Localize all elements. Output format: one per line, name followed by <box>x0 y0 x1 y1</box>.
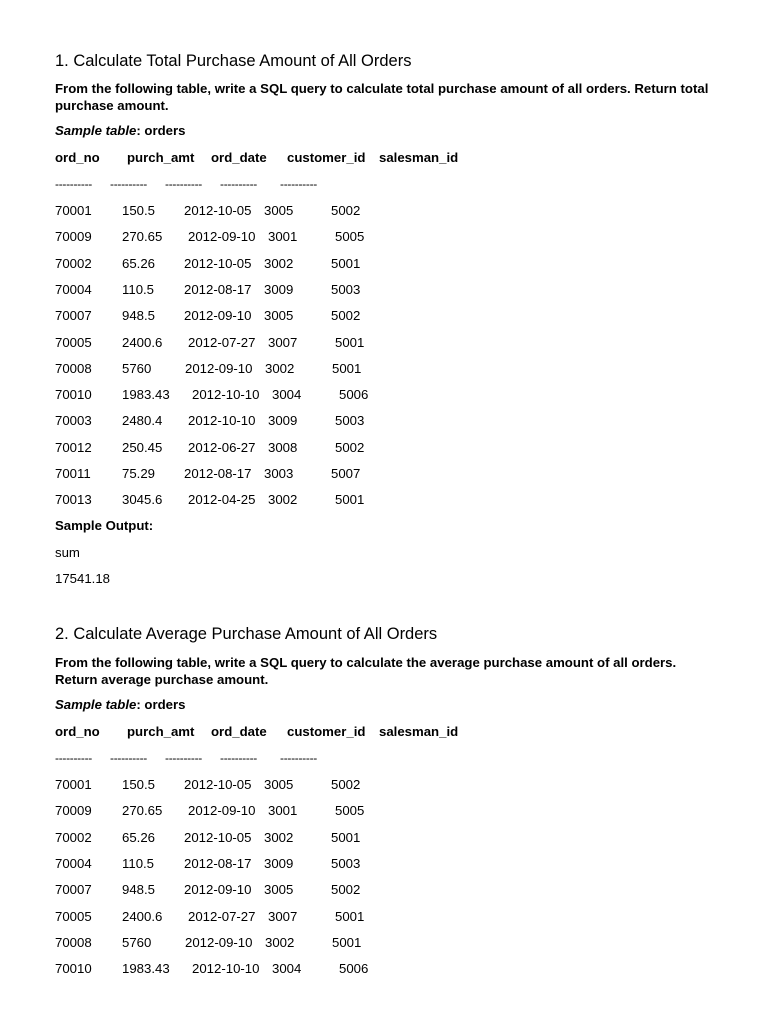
table-cell: 70009 <box>55 229 92 244</box>
table-header-row <box>0 151 768 167</box>
table-cell: 70008 <box>55 935 92 950</box>
table-cell: 3001 <box>268 229 298 244</box>
table-cell: 3004 <box>272 961 302 976</box>
table-cell: 70010 <box>55 961 92 976</box>
table-separator-row <box>0 178 768 194</box>
table-cell: 5002 <box>331 203 361 218</box>
separator-dashes: ---------- <box>55 751 92 765</box>
table-cell: 70004 <box>55 282 92 297</box>
table-cell: 3003 <box>264 466 294 481</box>
table-cell: 948.5 <box>122 308 156 323</box>
separator-dashes: ---------- <box>165 177 202 191</box>
table-cell: 70011 <box>55 466 91 481</box>
table-cell: 70001 <box>55 777 92 792</box>
column-header: ord_date <box>211 150 267 165</box>
separator-dashes: ---------- <box>165 751 202 765</box>
table-row <box>0 857 768 873</box>
table-cell: 250.45 <box>122 440 163 455</box>
table-row <box>0 493 768 509</box>
table-cell: 110.5 <box>122 282 155 297</box>
table-cell: 2012-09-10 <box>188 229 256 244</box>
table-row <box>0 962 768 978</box>
separator-dashes: ---------- <box>280 751 317 765</box>
table-cell: 2012-10-05 <box>184 256 252 271</box>
section-1-description: From the following table, write a SQL query to calculate total purchase amount of all orders. Return total purchase amount. <box>55 81 709 113</box>
column-header: salesman_id <box>379 724 459 739</box>
table-cell: 75.29 <box>122 466 156 481</box>
table-cell: 2012-09-10 <box>188 803 256 818</box>
column-header: purch_amt <box>127 724 195 739</box>
table-cell: 65.26 <box>122 830 156 845</box>
table-cell: 5002 <box>335 440 365 455</box>
table-cell: 5006 <box>339 387 369 402</box>
table-cell: 3007 <box>268 335 298 350</box>
table-row <box>0 804 768 820</box>
table-row <box>0 778 768 794</box>
table-cell: 948.5 <box>122 882 156 897</box>
table-cell: 3007 <box>268 909 298 924</box>
column-header: customer_id <box>287 150 366 165</box>
table-row <box>0 910 768 926</box>
table-cell: 2012-10-10 <box>192 961 260 976</box>
table-cell: 5760 <box>122 935 152 950</box>
table-cell: 2012-10-10 <box>192 387 260 402</box>
table-cell: 5005 <box>335 229 365 244</box>
table-cell: 3002 <box>265 935 295 950</box>
section-2-sample-table-line <box>55 698 185 711</box>
table-cell: 3002 <box>265 361 295 376</box>
table-row <box>0 883 768 899</box>
section-1-sample-table-line <box>55 124 185 137</box>
table-cell: 150.5 <box>122 777 156 792</box>
table-cell: 3009 <box>264 282 294 297</box>
table-cell: 5003 <box>335 413 365 428</box>
table-cell: 70002 <box>55 256 92 271</box>
table-header-row <box>0 725 768 741</box>
table-cell: 5002 <box>331 308 361 323</box>
table-cell: 2012-09-10 <box>184 882 252 897</box>
table-cell: 5007 <box>331 466 361 481</box>
table-cell: 2012-04-25 <box>188 492 256 507</box>
sample-output-label: Sample Output: <box>55 518 154 533</box>
table-row <box>0 441 768 457</box>
table-row <box>0 283 768 299</box>
table-cell: 2012-09-10 <box>185 361 253 376</box>
table-row <box>0 309 768 325</box>
table-cell: 5001 <box>331 256 361 271</box>
table-cell: 110.5 <box>122 856 155 871</box>
table-cell: 2012-10-05 <box>184 830 252 845</box>
table-cell: 270.65 <box>122 229 163 244</box>
column-header: ord_date <box>211 724 267 739</box>
table-cell: 5002 <box>331 882 361 897</box>
table-cell: 5005 <box>335 803 365 818</box>
table-cell: 70007 <box>55 308 92 323</box>
table-cell: 2012-10-10 <box>188 413 256 428</box>
table-cell: 2012-08-17 <box>184 466 252 481</box>
column-header: customer_id <box>287 724 366 739</box>
table-row <box>0 336 768 352</box>
output-value: 17541.18 <box>55 571 111 586</box>
table-cell: 70013 <box>55 492 92 507</box>
table-cell: 3005 <box>264 777 294 792</box>
table-row <box>0 414 768 430</box>
table-row <box>0 204 768 220</box>
table-cell: 5001 <box>335 492 365 507</box>
table-cell: 70003 <box>55 413 92 428</box>
table-cell: 3002 <box>268 492 298 507</box>
column-header: ord_no <box>55 150 100 165</box>
table-cell: 70008 <box>55 361 92 376</box>
table-row <box>0 388 768 404</box>
table-cell: 2012-07-27 <box>188 909 256 924</box>
table-cell: 5006 <box>339 961 369 976</box>
table-cell: 3005 <box>264 882 294 897</box>
table-row <box>0 362 768 378</box>
table-cell: 3009 <box>264 856 294 871</box>
table-cell: 2012-06-27 <box>188 440 256 455</box>
table-cell: 150.5 <box>122 203 156 218</box>
table-cell: 3002 <box>264 830 294 845</box>
separator-dashes: ---------- <box>55 177 92 191</box>
table-cell: 70009 <box>55 803 92 818</box>
table-row <box>0 936 768 952</box>
table-cell: 3045.6 <box>122 492 163 507</box>
sample-table-name: : orders <box>136 123 186 138</box>
separator-dashes: ---------- <box>220 177 257 191</box>
table-row <box>0 230 768 246</box>
table-cell: 5002 <box>331 777 361 792</box>
table-cell: 270.65 <box>122 803 163 818</box>
table-cell: 3001 <box>268 803 298 818</box>
table-row <box>0 257 768 273</box>
table-cell: 2012-10-05 <box>184 777 252 792</box>
table-cell: 70001 <box>55 203 92 218</box>
table-cell: 2012-08-17 <box>184 856 252 871</box>
table-cell: 2012-09-10 <box>185 935 253 950</box>
table-cell: 5001 <box>332 935 362 950</box>
table-cell: 2012-10-05 <box>184 203 252 218</box>
section-2-description: From the following table, write a SQL query to calculate the average purchase amount of all orders. Return average purchase amount. <box>55 655 677 687</box>
sample-table-label: Sample table <box>55 697 137 712</box>
table-cell: 2012-07-27 <box>188 335 256 350</box>
table-cell: 70007 <box>55 882 92 897</box>
table-cell: 3005 <box>264 203 294 218</box>
table-cell: 70002 <box>55 830 92 845</box>
table-cell: 5001 <box>335 909 365 924</box>
table-cell: 2400.6 <box>122 335 163 350</box>
table-cell: 5001 <box>331 830 361 845</box>
table-cell: 1983.43 <box>122 387 170 402</box>
column-header: salesman_id <box>379 150 459 165</box>
separator-dashes: ---------- <box>110 751 147 765</box>
table-separator-row <box>0 752 768 768</box>
sample-table-name: : orders <box>136 697 186 712</box>
table-cell: 1983.43 <box>122 961 170 976</box>
separator-dashes: ---------- <box>110 177 147 191</box>
table-cell: 2012-08-17 <box>184 282 252 297</box>
table-cell: 70005 <box>55 335 92 350</box>
table-cell: 3009 <box>268 413 298 428</box>
column-header: ord_no <box>55 724 100 739</box>
table-cell: 5760 <box>122 361 152 376</box>
table-cell: 2480.4 <box>122 413 163 428</box>
table-cell: 5003 <box>331 856 361 871</box>
table-cell: 2400.6 <box>122 909 163 924</box>
table-cell: 3008 <box>268 440 298 455</box>
table-cell: 3005 <box>264 308 294 323</box>
table-cell: 70005 <box>55 909 92 924</box>
sample-table-label: Sample table <box>55 123 137 138</box>
table-cell: 5003 <box>331 282 361 297</box>
section-1-heading: 1. Calculate Total Purchase Amount of All Orders <box>55 52 412 70</box>
table-cell: 5001 <box>335 335 365 350</box>
table-cell: 3002 <box>264 256 294 271</box>
table-cell: 2012-09-10 <box>184 308 252 323</box>
table-cell: 70010 <box>55 387 92 402</box>
table-row <box>0 831 768 847</box>
separator-dashes: ---------- <box>280 177 317 191</box>
separator-dashes: ---------- <box>220 751 257 765</box>
section-2-heading: 2. Calculate Average Purchase Amount of All Orders <box>55 625 438 643</box>
table-cell: 70004 <box>55 856 92 871</box>
table-cell: 5001 <box>332 361 362 376</box>
column-header: purch_amt <box>127 150 195 165</box>
table-cell: 3004 <box>272 387 302 402</box>
output-header: sum <box>55 545 80 560</box>
table-row <box>0 467 768 483</box>
table-cell: 70012 <box>55 440 92 455</box>
table-cell: 65.26 <box>122 256 156 271</box>
